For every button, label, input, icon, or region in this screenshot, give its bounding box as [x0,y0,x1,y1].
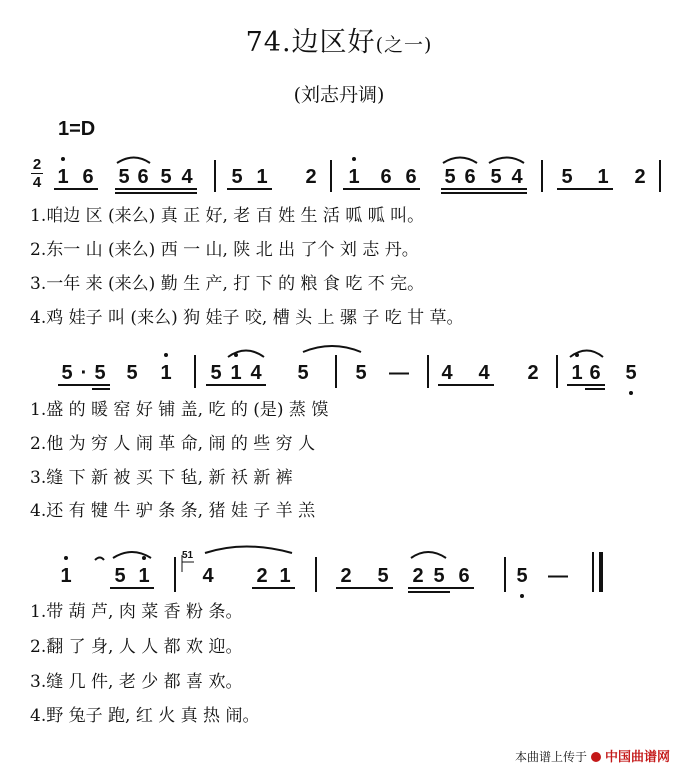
note: 5 [160,166,172,188]
octave-dot [575,353,579,357]
note: 2 [634,166,646,188]
song-title-main: 74.边区好 [245,27,376,58]
note: 6 [464,166,476,188]
time-signature [30,156,44,191]
time-signature-bottom: 4 [32,174,42,191]
octave-dot [352,157,356,161]
lyric-line: 3.一年 来 (来么) 勤 生 产, 打 下 的 粮 食 吃 不 完。 [30,274,425,294]
note: 2 [412,565,424,587]
slur [228,351,264,358]
low-octave-dot [520,594,524,598]
slur [443,158,477,164]
note: 5 [377,565,389,587]
lyric-line: 2.他 为 穷 人 闹 革 命, 闹 的 些 穷 人 [30,434,316,454]
octave-dot [164,353,168,357]
lyric-line: 4.还 有 犍 牛 驴 条 条, 猪 娃 子 羊 羔 [30,501,316,521]
slur [570,351,603,358]
slur [205,547,292,554]
note: 6 [380,166,392,188]
footer-text: 本曲谱上传于 [514,750,587,764]
note: 5 [516,565,528,587]
note: 5 [94,362,106,384]
lyric-line: 4.野 兔子 跑, 红 火 真 热 闹。 [30,706,260,726]
octave-dot [64,556,68,560]
note: 5 [210,362,222,384]
note: 5 [625,362,637,384]
note: 1 [57,166,69,188]
note: 1 [348,166,360,188]
note-dash: — [548,565,568,587]
time-signature-top: 2 [32,156,42,173]
note: 6 [405,166,417,188]
slur [113,552,151,558]
note: 1 [138,565,150,587]
slur [117,158,150,164]
note: 5 [433,565,445,587]
octave-dot [234,353,238,357]
grace-note: 51 [182,550,194,561]
note: 5 [114,565,126,587]
note: 1 [597,166,609,188]
note: 6 [458,565,470,587]
note: 4 [478,362,490,384]
note-dot: · [80,362,88,384]
note: 1 [230,362,242,384]
lyric-line: 3.缝 下 新 被 买 下 毡, 新 袄 新 裤 [30,468,293,488]
footer-site[interactable]: 中国曲谱网 [604,750,670,765]
note: 1 [60,565,72,587]
song-title [0,20,678,59]
lyric-line: 1.盛 的 暖 窑 好 铺 盖, 吃 的 (是) 蒸 馍 [30,400,329,420]
lyric-line: 1.带 葫 芦, 肉 菜 香 粉 条。 [30,602,243,622]
note-dash: — [389,362,409,384]
note: 2 [256,565,268,587]
lyric-line: 1.咱边 区 (来么) 真 正 好, 老 百 姓 生 活 呱 呱 叫。 [30,206,425,226]
slur [411,552,446,558]
note: 5 [297,362,309,384]
footer-credit [515,746,670,765]
note: 6 [589,362,601,384]
note: 5 [126,362,138,384]
octave-dot [142,556,146,560]
note: 1 [279,565,291,587]
site-logo-icon [591,752,601,762]
note: 4 [441,362,453,384]
note: 5 [490,166,502,188]
lyric-line: 3.缝 几 件, 老 少 都 喜 欢。 [30,672,243,692]
note: 2 [527,362,539,384]
note: 5 [118,166,130,188]
tie [303,346,361,352]
slur [489,158,524,164]
low-octave-dot [629,391,633,395]
note: 5 [355,362,367,384]
lyric-line: 4.鸡 娃子 叫 (来么) 狗 娃子 咬, 槽 头 上 骡 子 吃 甘 草。 [30,308,464,328]
note: 4 [250,362,262,384]
song-subtitle: (刘志丹调) [293,84,385,106]
note: 1 [160,362,172,384]
lyric-line: 2.东一 山 (来么) 西 一 山, 陕 北 出 了个 刘 志 丹。 [30,240,419,260]
lyric-line: 2.翻 了 身, 人 人 都 欢 迎。 [30,637,243,657]
note: 5 [61,362,73,384]
note: 4 [511,166,523,188]
note: 6 [82,166,94,188]
song-title-sub: (之一) [375,34,433,56]
note: 6 [137,166,149,188]
key-signature: 1=D [58,118,96,140]
octave-dot [61,157,65,161]
note: 5 [231,166,243,188]
note: 5 [561,166,573,188]
note: 5 [444,166,456,188]
note: 4 [181,166,193,188]
note: 1 [571,362,583,384]
note: 4 [202,565,214,587]
breath-mark [95,558,104,561]
note: 2 [340,565,352,587]
note: 1 [256,166,268,188]
note: 2 [305,166,317,188]
